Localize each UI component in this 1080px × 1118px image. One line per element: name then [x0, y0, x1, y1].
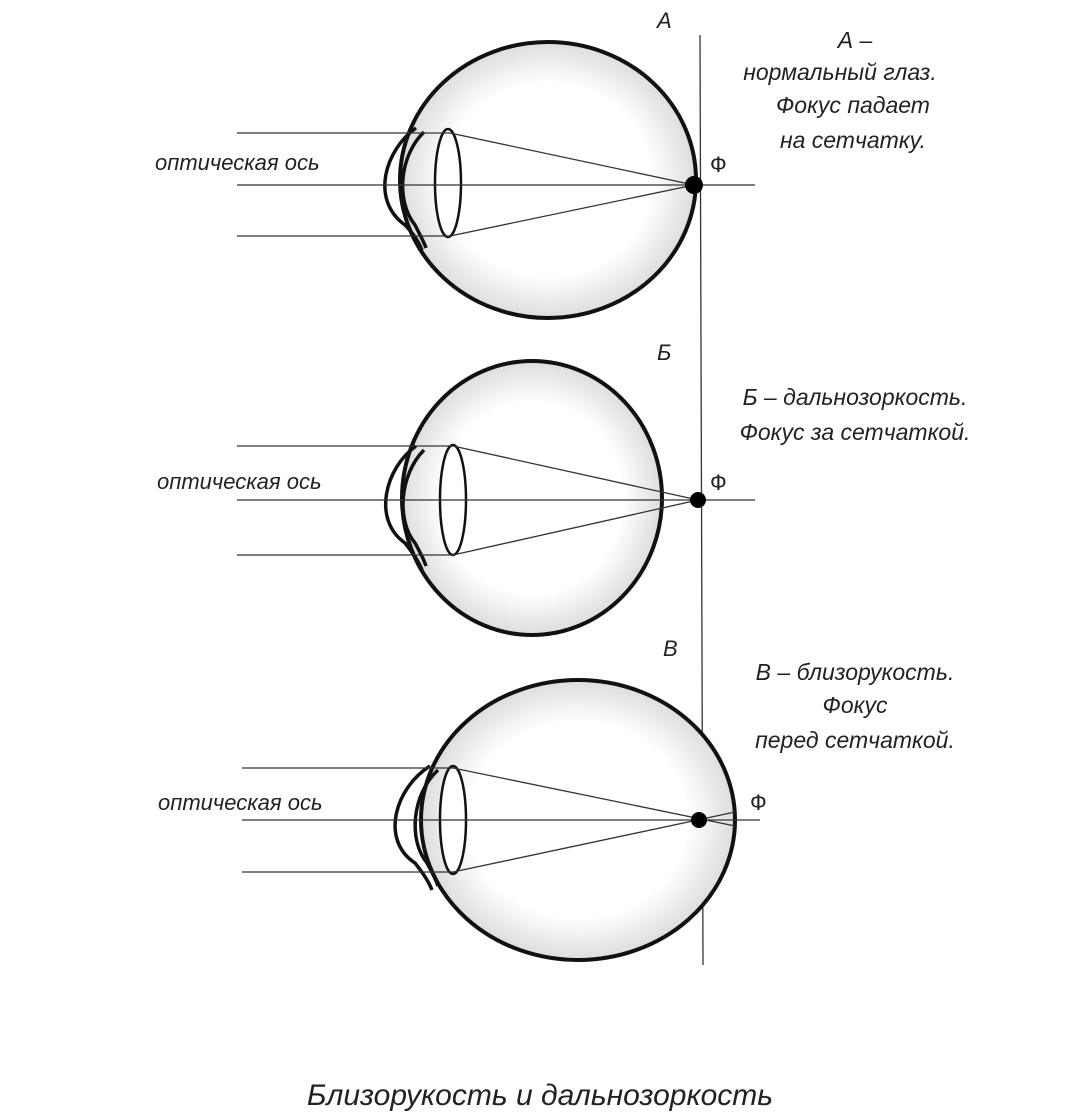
focus-point [685, 176, 703, 194]
description-line: А – [837, 27, 873, 53]
diagram-letter: А [657, 8, 672, 33]
description-line: В – близорукость. [755, 659, 955, 685]
description-line: Б – дальнозоркость. [742, 384, 968, 410]
description-line: на сетчатку. [779, 127, 927, 153]
eye-hyperopia [157, 340, 970, 635]
description-line: Фокус падает [776, 92, 930, 118]
focus-label: Ф [710, 152, 727, 177]
focus-point [691, 812, 707, 828]
focus-label: Ф [710, 470, 727, 495]
description-line: Фокус [822, 692, 888, 718]
description-line: Фокус за сетчаткой. [739, 419, 971, 445]
axis-label: оптическая ось [155, 150, 320, 175]
focus-point [690, 492, 706, 508]
diagram-letter: Б [657, 340, 672, 365]
axis-label: оптическая ось [157, 469, 322, 494]
eye-normal [155, 8, 937, 318]
diagram-letter: В [663, 636, 678, 661]
axis-label: оптическая ось [158, 790, 323, 815]
eye-myopia [158, 636, 955, 960]
focus-label: Ф [750, 790, 767, 815]
description-line: перед сетчаткой. [755, 727, 955, 753]
caption: Близорукость и дальнозоркость [306, 1079, 774, 1112]
description-line: нормальный глаз. [743, 59, 937, 85]
lens [435, 129, 461, 237]
